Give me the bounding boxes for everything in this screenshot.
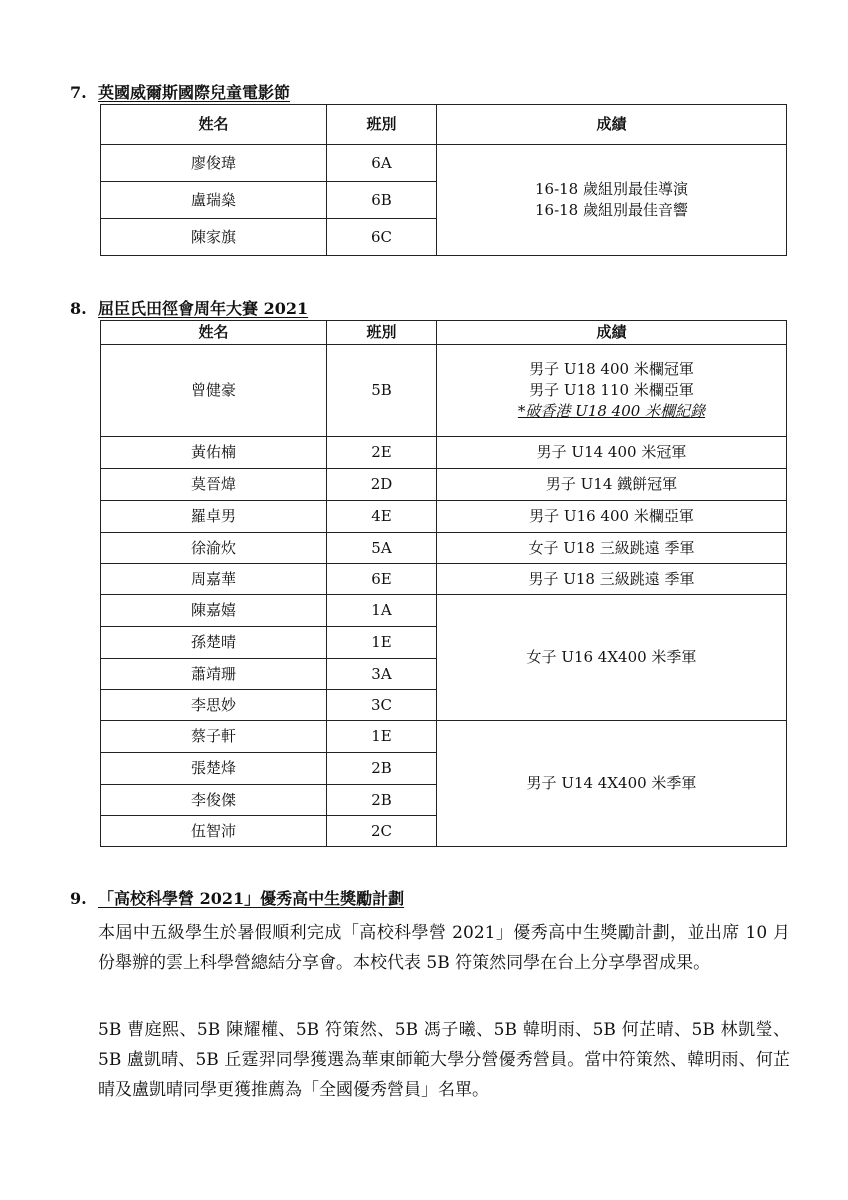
award-result: 男子 U14 鐵餅冠軍 <box>437 469 787 501</box>
result-line: 16-18 歲組別最佳音響 <box>534 201 688 219</box>
table-row <box>101 145 787 182</box>
table-row <box>101 564 787 595</box>
student-class: 1E <box>327 627 437 659</box>
table-row <box>101 437 787 469</box>
section-9-number: 9. <box>70 889 87 908</box>
student-class: 4E <box>327 501 437 533</box>
student-class: 2D <box>327 469 437 501</box>
student-name: 莫晉煒 <box>101 469 327 501</box>
table-row <box>101 721 787 753</box>
student-name: 李俊傑 <box>101 785 327 816</box>
award-result <box>437 145 787 256</box>
student-class: 2B <box>327 753 437 785</box>
student-class: 6B <box>327 182 437 219</box>
result-line: 16-18 歲組別最佳導演 <box>534 180 688 198</box>
table-row <box>101 469 787 501</box>
record-note: *破香港 U18 400 米欄紀錄 <box>517 402 706 420</box>
section-7-heading <box>70 80 290 103</box>
award-result: 男子 U16 400 米欄亞軍 <box>437 501 787 533</box>
student-name: 蕭靖珊 <box>101 659 327 690</box>
student-class: 6A <box>327 145 437 182</box>
student-class: 5A <box>327 533 437 564</box>
header-name: 姓名 <box>101 321 327 345</box>
result-line: 男子 U18 400 米欄冠軍 <box>529 360 694 378</box>
student-name: 蔡子軒 <box>101 721 327 753</box>
student-class: 5B <box>327 345 437 437</box>
boys-relay-result: 男子 U14 4X400 米季軍 <box>437 721 787 847</box>
section-8-title: 屈臣氏田徑會周年大賽 2021 <box>98 299 309 318</box>
student-name: 張楚烽 <box>101 753 327 785</box>
table-row <box>101 501 787 533</box>
award-result: 男子 U18 三級跳遠 季軍 <box>437 564 787 595</box>
student-name: 黃佑楠 <box>101 437 327 469</box>
student-name: 陳嘉嬉 <box>101 595 327 627</box>
science-camp-paragraph: 本屆中五級學生於暑假順利完成「高校科學營 2021」優秀高中生獎勵計劃，並出席 10 月份舉辦的雲上科學營總結分享會。本校代表 5B 符策然同學在台上分享學習成果。 <box>98 923 790 973</box>
film-festival-table <box>100 104 787 256</box>
section-7-number: 7. <box>70 83 87 102</box>
table-header-row <box>101 105 787 145</box>
section-7-title: 英國威爾斯國際兒童電影節 <box>98 83 291 102</box>
student-class: 2C <box>327 816 437 847</box>
header-name: 姓名 <box>101 105 327 145</box>
student-name: 徐渝炊 <box>101 533 327 564</box>
table-row <box>101 595 787 627</box>
student-name: 伍智沛 <box>101 816 327 847</box>
section-9-heading <box>70 886 404 909</box>
table-row <box>101 533 787 564</box>
student-name: 廖俊瑋 <box>101 145 327 182</box>
header-class: 班別 <box>327 105 437 145</box>
award-result: 女子 U18 三級跳遠 季軍 <box>437 533 787 564</box>
student-class: 2B <box>327 785 437 816</box>
section-8-heading <box>70 296 308 319</box>
student-name: 羅卓男 <box>101 501 327 533</box>
table-header-row <box>101 321 787 345</box>
student-name: 孫楚晴 <box>101 627 327 659</box>
result-line: 男子 U18 110 米欄亞軍 <box>529 381 694 399</box>
section-8-number: 8. <box>70 299 87 318</box>
section-9-title: 「高校科學營 2021」優秀高中生獎勵計劃 <box>98 889 405 908</box>
girls-relay-result: 女子 U16 4X400 米季軍 <box>437 595 787 721</box>
student-class: 2E <box>327 437 437 469</box>
header-class: 班別 <box>327 321 437 345</box>
athletics-table <box>100 320 787 847</box>
header-result: 成績 <box>437 321 787 345</box>
student-name: 周嘉華 <box>101 564 327 595</box>
student-class: 3A <box>327 659 437 690</box>
student-class: 3C <box>327 690 437 721</box>
award-result: 男子 U14 400 米冠軍 <box>437 437 787 469</box>
student-name: 曾健豪 <box>101 345 327 437</box>
student-class: 6C <box>327 219 437 256</box>
student-class: 1A <box>327 595 437 627</box>
table-row <box>101 345 787 437</box>
student-name: 陳家旗 <box>101 219 327 256</box>
student-name: 李思妙 <box>101 690 327 721</box>
student-class: 6E <box>327 564 437 595</box>
camper-list-paragraph: 5B 曹庭熙、5B 陳耀權、5B 符策然、5B 馮子曦、5B 韓明雨、5B 何芷晴、5B 林凱瑩、5B 盧凱晴、5B 丘霆羿同學獲選為華東師範大學分營優秀營員。當中符策然、韓明雨、何芷晴及盧凱晴同學更獲推薦為「全國優秀營員」名單。 <box>98 1020 790 1100</box>
header-result: 成績 <box>437 105 787 145</box>
award-result <box>437 345 787 437</box>
student-class: 1E <box>327 721 437 753</box>
student-name: 盧瑞燊 <box>101 182 327 219</box>
